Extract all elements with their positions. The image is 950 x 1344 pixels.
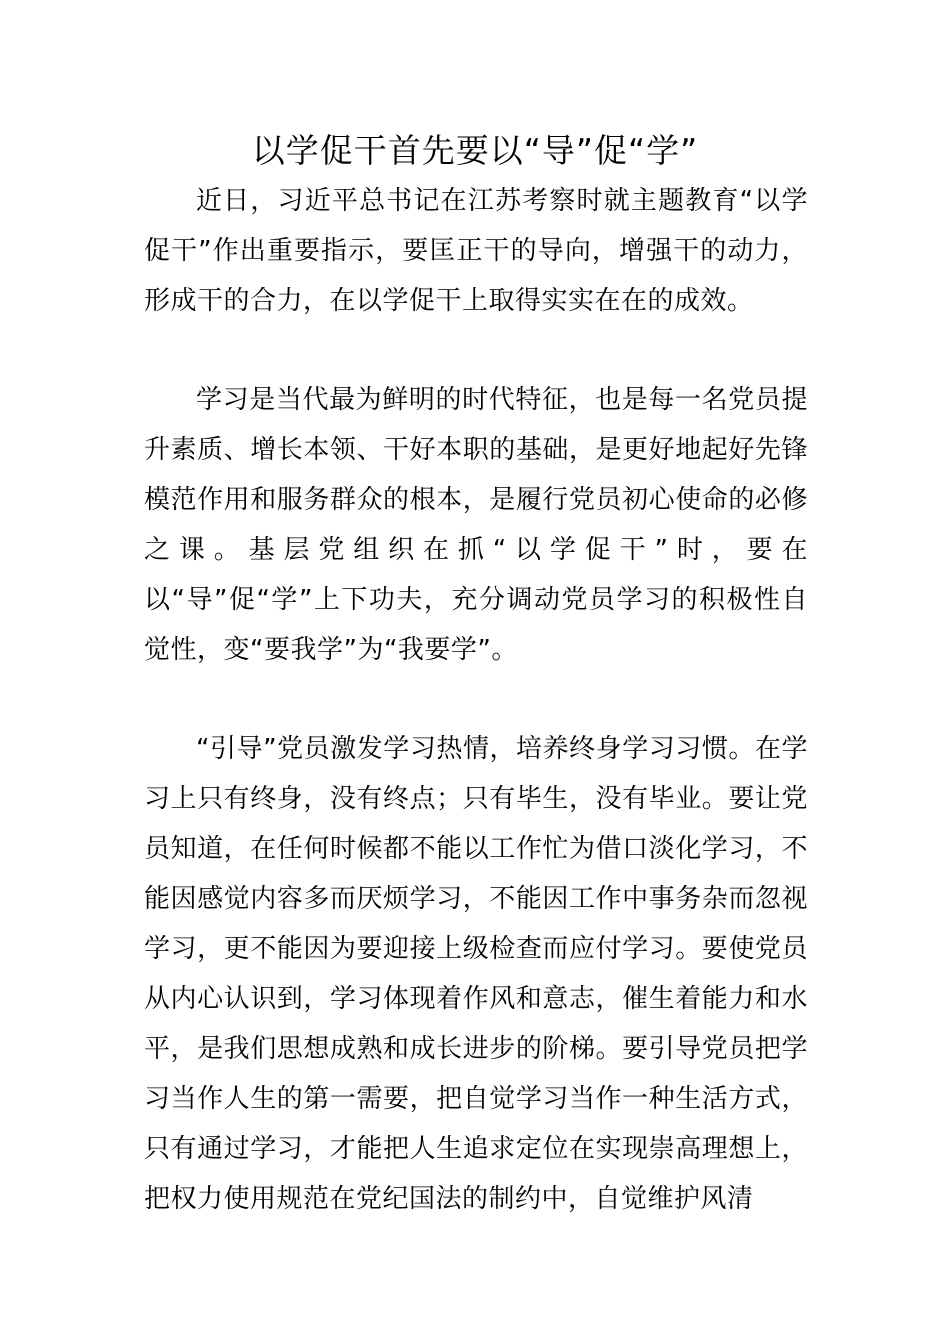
paragraph-3: “引导”党员激发学习热情，培养终身学习习惯。在学习上只有终身，没有终点；只有毕生，没有毕业。要让党员知道，在任何时候都不能以工作忙为借口淡化学习，不能因感觉内容多而厌烦学习，不能因工作中事务杂而忽视学习，更不能因为要迎接上级检查而应付学习。要使党员从内心认识到，学习体现着作风和意志，催生着能力和水平，是我们思想成熟和成长进步的阶梯。要引导党员把学习当作人生的第一需要，把自觉学习当作一种生活方式，只有通过学习，才能把人生追求定位在实现崇高理想上，把权力使用规范在党纪国法的制约中，自觉维护风清	[144, 734, 808, 1214]
paragraph-2: 学习是当代最为鲜明的时代特征，也是每一名党员提升素质、增长本领、干好本职的基础，是更好地起好先锋模范作用和服务群众的根本，是履行党员初心使命的必修之课。基层党组织在抓“以学促干”时，要在以“导”促“学”上下功夫，充分调动党员学习的积极性自觉性，变“要我学”为“我要学”。	[144, 385, 808, 665]
document-title: 以学促干首先要以“导”促“学”	[251, 131, 699, 170]
paragraph-1: 近日，习近平总书记在江苏考察时就主题教育“以学促干”作出重要指示，要匡正干的导向，增强干的动力，形成干的合力，在以学促干上取得实实在在的成效。	[144, 186, 808, 316]
